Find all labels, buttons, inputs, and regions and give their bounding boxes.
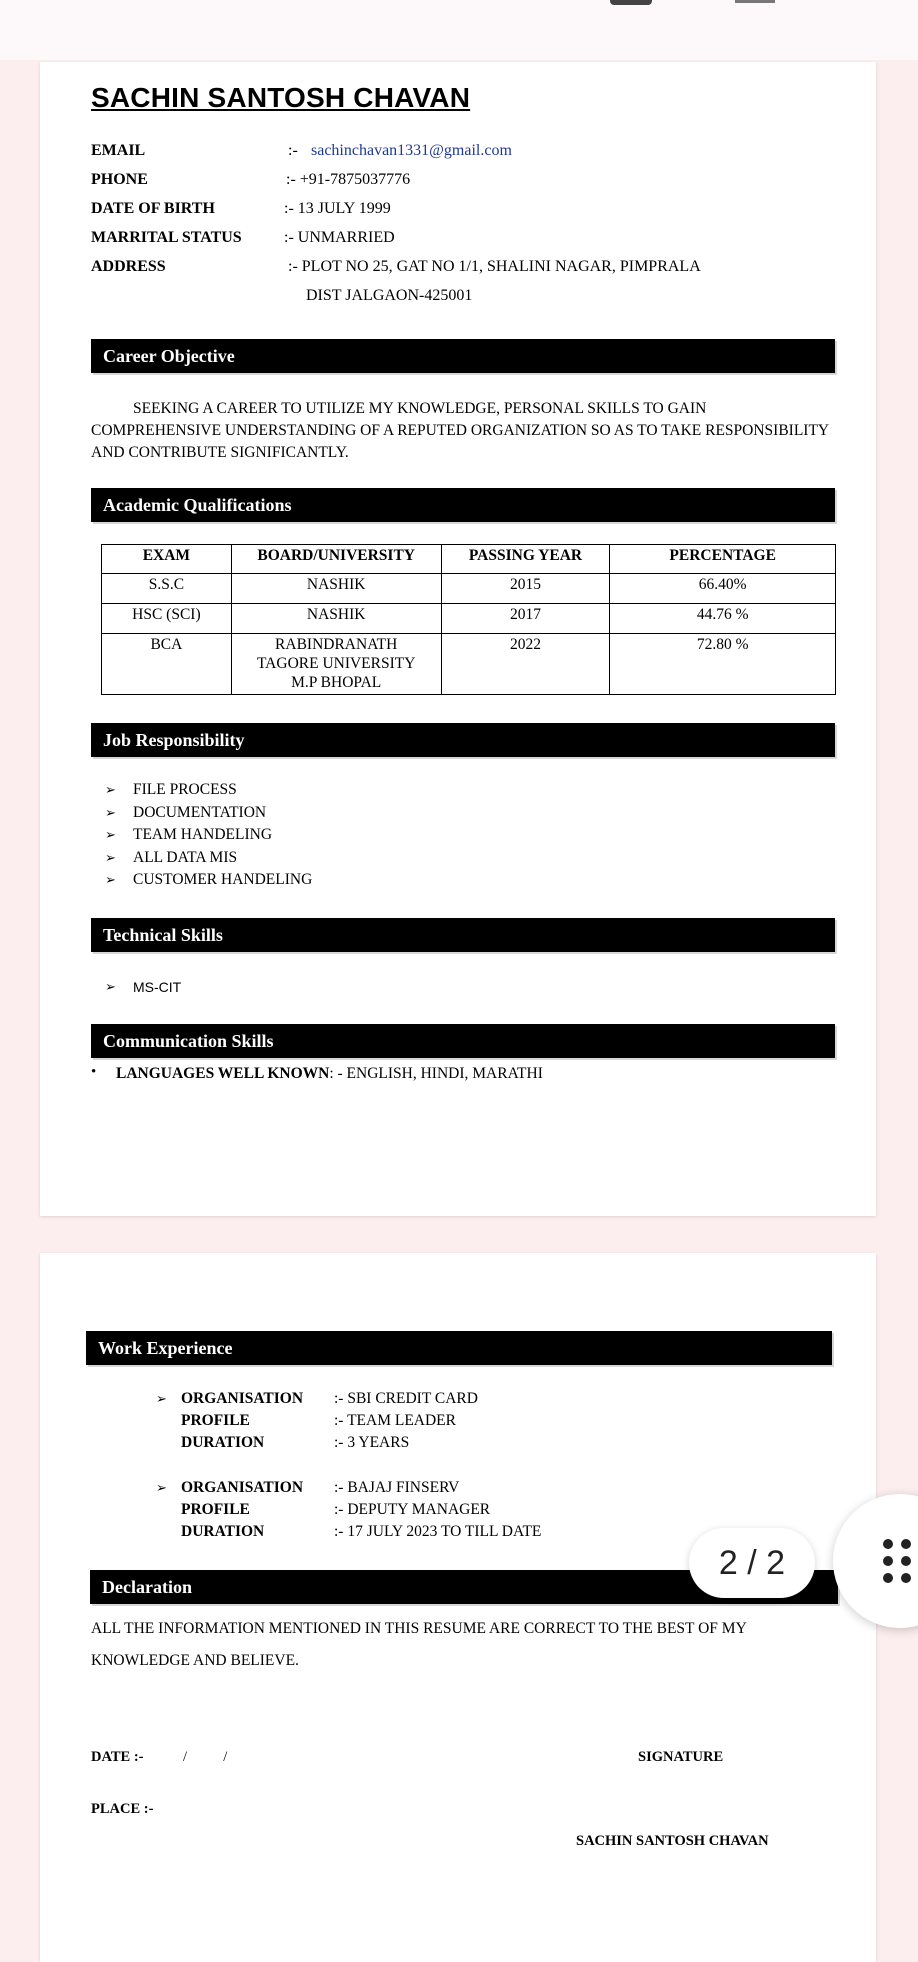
phone-label: PHONE <box>91 171 148 188</box>
list-item <box>91 869 312 892</box>
address-line-1: :- PLOT NO 25, GAT NO 1/1, SHALINI NAGAR, PIMPRALA <box>288 258 701 275</box>
resume-page-2 <box>40 1253 876 1962</box>
phone-value: :- +91-7875037776 <box>286 171 411 188</box>
date-label: DATE :- <box>91 1749 144 1765</box>
section-heading-communication-skills: Communication Skills <box>91 1024 835 1058</box>
cell-board-line: TAGORE UNIVERSITY <box>256 655 416 672</box>
organisation-label: ORGANISATION <box>181 1390 304 1407</box>
section-heading-job-responsibility: Job Responsibility <box>91 723 835 757</box>
list-item <box>91 976 181 999</box>
languages-label: LANGUAGES WELL KNOWN <box>116 1065 330 1082</box>
section-heading-work-experience: Work Experience <box>86 1331 832 1365</box>
arrow-bullet-icon: ➢ <box>105 979 116 994</box>
marital-status-label: MARRITAL STATUS <box>91 229 242 246</box>
column-header-board: BOARD/UNIVERSITY <box>231 545 441 574</box>
cell-board-line: M.P BHOPAL <box>291 674 382 691</box>
list-item-text: MS-CIT <box>133 979 182 995</box>
resume-page-1 <box>40 62 876 1216</box>
signature-label: SIGNATURE <box>638 1749 724 1765</box>
date-slashes: / / <box>183 1749 228 1765</box>
list-item <box>91 779 312 802</box>
profile-label: PROFILE <box>181 1501 250 1518</box>
email-separator: :- <box>288 142 298 159</box>
email-label: EMAIL <box>91 142 146 159</box>
list-item-text: FILE PROCESS <box>133 781 237 798</box>
arrow-bullet-icon: ➢ <box>105 804 116 820</box>
dots-grid-icon <box>883 1539 917 1583</box>
status-bar-indicator <box>610 0 652 5</box>
address-label: ADDRESS <box>91 258 166 275</box>
cell-year: 2022 <box>441 634 610 695</box>
dob-label: DATE OF BIRTH <box>91 200 215 217</box>
languages-item <box>116 1065 543 1083</box>
duration-value: :- 17 JULY 2023 TO TILL DATE <box>334 1523 542 1540</box>
organisation-value: :- SBI CREDIT CARD <box>334 1390 478 1407</box>
list-item <box>91 847 312 870</box>
list-item-text: DOCUMENTATION <box>133 803 267 821</box>
table-row <box>102 604 836 634</box>
section-heading-career-objective: Career Objective <box>91 339 835 373</box>
arrow-bullet-icon: ➢ <box>105 849 116 865</box>
viewer-top-bar <box>0 0 918 60</box>
status-bar-indicator-secondary <box>735 0 775 3</box>
table-header-row <box>102 545 836 574</box>
cell-board <box>231 634 441 695</box>
column-header-percentage: PERCENTAGE <box>610 545 836 574</box>
duration-label: DURATION <box>181 1434 265 1451</box>
languages-value: : - ENGLISH, HINDI, MARATHI <box>329 1065 543 1082</box>
dob-value: :- 13 JULY 1999 <box>284 200 391 217</box>
cell-exam: S.S.C <box>102 574 232 604</box>
cell-year: 2017 <box>441 604 610 634</box>
duration-label: DURATION <box>181 1523 265 1540</box>
column-header-year: PASSING YEAR <box>441 545 610 574</box>
organisation-label: ORGANISATION <box>181 1479 304 1496</box>
signature-name: SACHIN SANTOSH CHAVAN <box>576 1833 769 1849</box>
cell-board-line: RABINDRANATH <box>275 636 398 653</box>
cell-percentage: 66.40% <box>610 574 836 604</box>
profile-label: PROFILE <box>181 1412 250 1429</box>
profile-value: :- DEPUTY MANAGER <box>334 1501 491 1518</box>
list-item <box>91 802 312 825</box>
academic-table <box>101 544 836 695</box>
list-item-text: TEAM HANDELING <box>133 826 273 843</box>
cell-board: NASHIK <box>231 604 441 634</box>
marital-status-value: :- UNMARRIED <box>284 229 395 246</box>
list-item-text: ALL DATA MIS <box>133 848 238 866</box>
column-header-exam: EXAM <box>102 545 232 574</box>
profile-value: :- TEAM LEADER <box>334 1412 456 1429</box>
table-row <box>102 634 836 695</box>
section-heading-technical-skills: Technical Skills <box>91 918 835 952</box>
cell-percentage: 44.76 % <box>610 604 836 634</box>
declaration-text: ALL THE INFORMATION MENTIONED IN THIS RESUME ARE CORRECT TO THE BEST OF MY KNOWLEDGE AND BELIEVE. <box>91 1620 747 1669</box>
section-heading-declaration: Declaration <box>90 1570 838 1604</box>
job-responsibility-list <box>91 779 312 892</box>
section-heading-academic: Academic Qualifications <box>91 488 835 522</box>
page-indicator: 2 / 2 <box>689 1528 815 1598</box>
duration-value: :- 3 YEARS <box>334 1434 410 1451</box>
cell-exam: BCA <box>102 634 232 695</box>
arrow-bullet-icon: ➢ <box>156 1391 167 1406</box>
cell-exam: HSC (SCI) <box>102 604 232 634</box>
address-line-2: DIST JALGAON-425001 <box>306 287 473 304</box>
organisation-value: :- BAJAJ FINSERV <box>334 1479 460 1496</box>
cell-year: 2015 <box>441 574 610 604</box>
arrow-bullet-icon: ➢ <box>105 782 116 797</box>
dot-bullet-icon: • <box>91 1064 97 1080</box>
technical-skills-list <box>91 976 181 999</box>
arrow-bullet-icon: ➢ <box>105 872 116 887</box>
table-row <box>102 574 836 604</box>
career-objective-text: SEEKING A CAREER TO UTILIZE MY KNOWLEDGE, PERSONAL SKILLS TO GAIN COMPREHENSIVE UNDERSTANDING OF A REPUTED ORGANIZATION SO AS TO TAKE RESPONSIBILITY AND CONTRIBUTE SIGNIFICANTLY. <box>91 400 829 461</box>
list-item <box>91 824 312 847</box>
cell-percentage: 72.80 % <box>610 634 836 695</box>
list-item-text: CUSTOMER HANDELING <box>133 871 313 888</box>
arrow-bullet-icon: ➢ <box>156 1480 167 1495</box>
arrow-bullet-icon: ➢ <box>105 827 116 842</box>
place-label: PLACE :- <box>91 1801 154 1817</box>
cell-board: NASHIK <box>231 574 441 604</box>
candidate-name: SACHIN SANTOSH CHAVAN <box>91 82 471 113</box>
email-link[interactable]: sachinchavan1331@gmail.com <box>311 142 512 159</box>
